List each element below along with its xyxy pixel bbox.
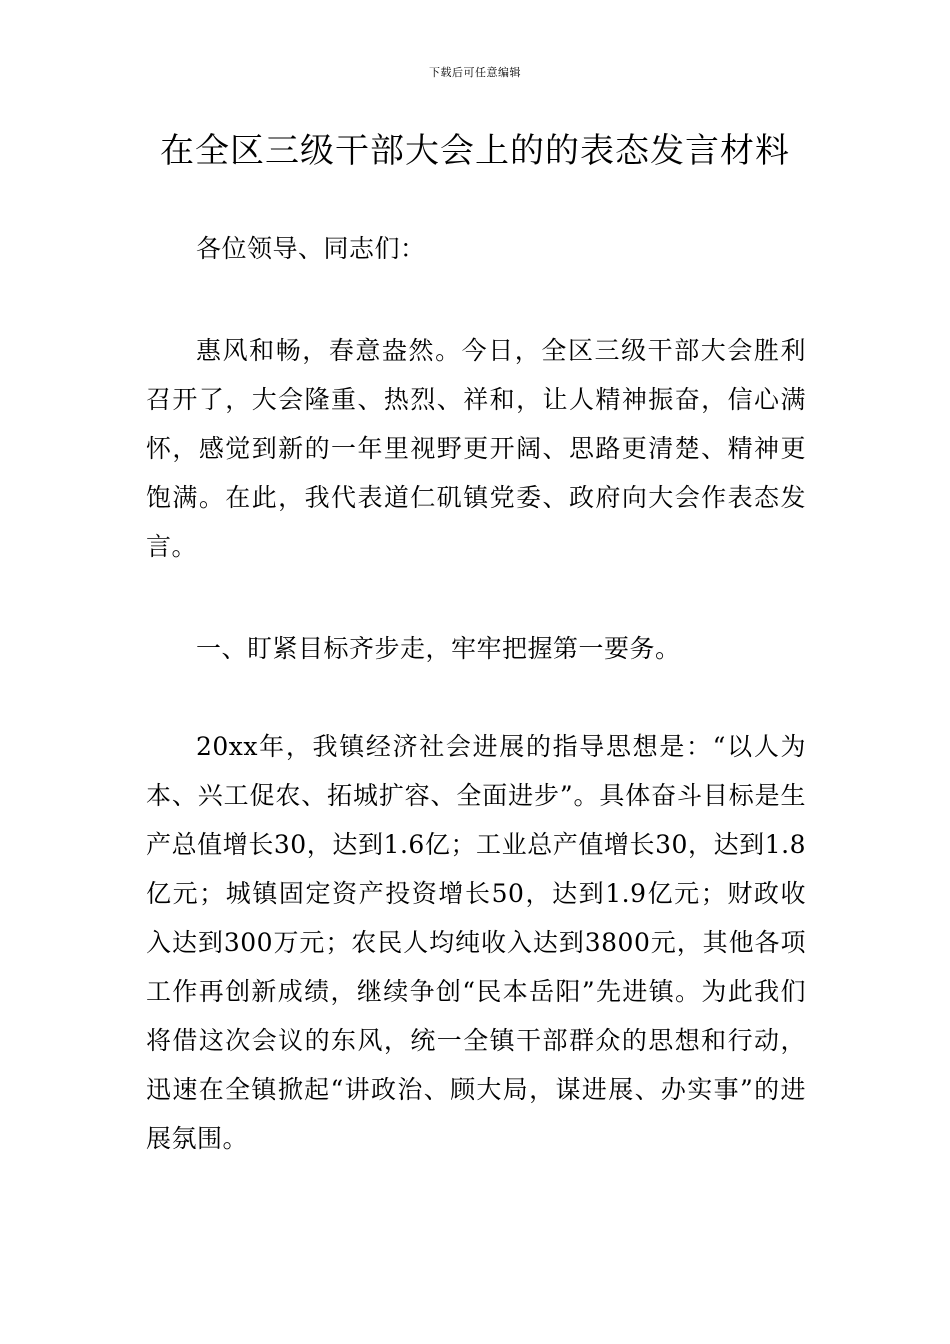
document-title: 在全区三级干部大会上的的表态发言材料 (160, 131, 790, 171)
salutation: 各位领导、同志们： (196, 234, 426, 263)
section-heading-1: 一、盯紧目标齐步走，牢牢把握第一要务。 (196, 634, 681, 663)
page-header-note: 下载后可任意编辑 (429, 66, 521, 79)
section-1-paragraph: 20xx年，我镇经济社会进展的指导思想是：“以人为本、兴工促农、拓城扩容、全面进步”。具体奋斗目标是生产总值增长30，达到1.6亿；工业总产值增长30，达到1.8亿元；城镇固定资产投资增长50，达到1.9亿元；财政收入达到300万元；农民人均纯收入达到3800元，其他各项工作再创新成绩，继续争创“民本岳阳”先进镇。为此我们将借这次会议的东风，统一全镇干部群众的思想和行动，迅速在全镇掀起“讲政治、顾大局，谋进展、办实事”的进展氛围。 (146, 732, 806, 1153)
opening-paragraph: 惠风和畅，春意盎然。今日，全区三级干部大会胜利召开了，大会隆重、热烈、祥和，让人精神振奋，信心满怀，感觉到新的一年里视野更开阔、思路更清楚、精神更饱满。在此，我代表道仁矶镇党委、政府向大会作表态发言。 (146, 336, 806, 561)
